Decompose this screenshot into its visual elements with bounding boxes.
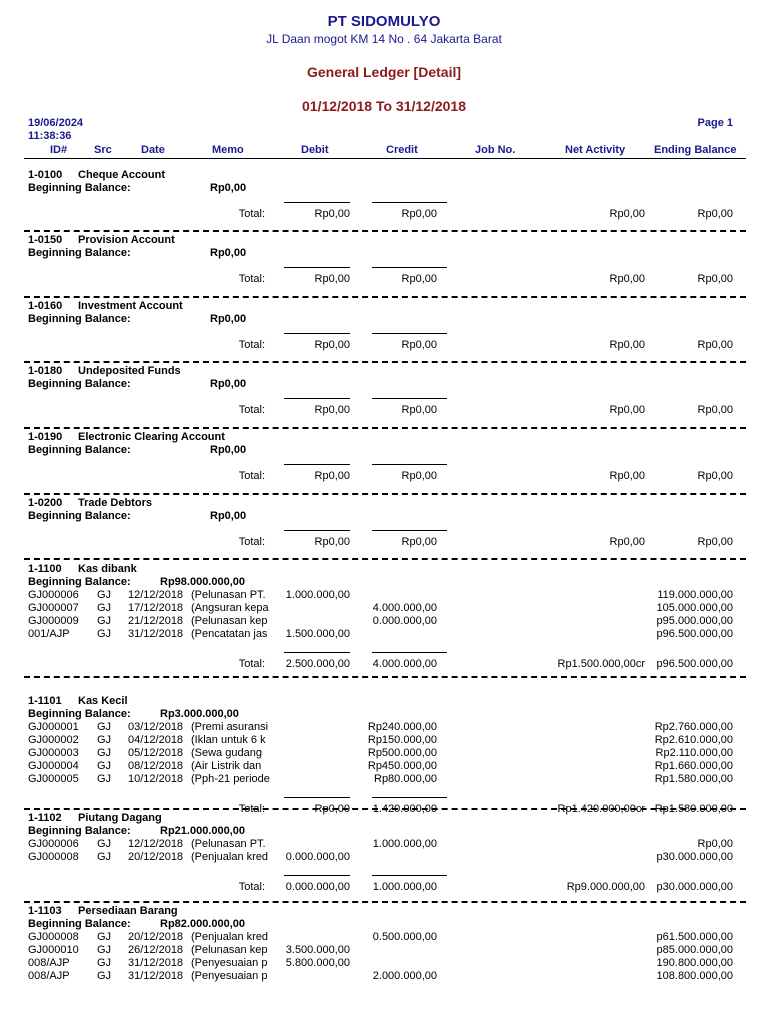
total-debit: Rp0,00: [314, 208, 350, 220]
row-id: GJ000005: [28, 773, 79, 785]
row-date: 31/12/2018: [128, 628, 184, 640]
col-id: ID#: [50, 144, 68, 156]
row-ending: p30.000.000,00: [656, 851, 733, 863]
row-src: GJ: [97, 773, 112, 785]
debit-total-rule: [284, 797, 350, 798]
total-net: Rp0,00: [609, 536, 645, 548]
row-src: GJ: [97, 931, 112, 943]
account-code: 1-0160: [28, 300, 63, 312]
row-date: 03/12/2018: [128, 721, 184, 733]
report-period: 01/12/2018 To 31/12/2018: [302, 98, 466, 114]
row-id: GJ000008: [28, 851, 79, 863]
row-memo: (Iklan untuk 6 k: [191, 734, 266, 746]
total-ending: Rp0,00: [697, 273, 733, 285]
total-net: Rp0,00: [609, 470, 645, 482]
beginning-balance-label: Beginning Balance:: [28, 825, 131, 837]
row-date: 20/12/2018: [128, 931, 184, 943]
row-credit: 0.500.000,00: [372, 931, 437, 943]
row-id: GJ000003: [28, 747, 79, 759]
total-net: Rp1.420.000,00cr: [557, 803, 645, 815]
row-memo: (Sewa gudang: [191, 747, 262, 759]
total-label: Total:: [238, 470, 265, 482]
row-ending: p85.000.000,00: [656, 944, 733, 956]
section-divider: [24, 676, 746, 678]
row-memo: (Pencatatan jas: [191, 628, 268, 640]
section-divider: [24, 361, 746, 363]
row-memo: (Pph-21 periode: [191, 773, 270, 785]
report-title: General Ledger [Detail]: [306, 64, 462, 80]
beginning-balance-value: Rp82.000.000,00: [160, 918, 246, 930]
row-memo: (Penjualan kred: [191, 851, 269, 863]
row-id: GJ000004: [28, 760, 79, 772]
row-id: 001/AJP: [28, 628, 70, 640]
row-id: GJ000002: [28, 734, 79, 746]
section-divider: [24, 901, 746, 903]
row-ending: Rp0,00: [697, 838, 733, 850]
total-ending: Rp1.580.000,00: [654, 803, 733, 815]
debit-total-rule: [284, 875, 350, 876]
row-src: GJ: [97, 970, 112, 982]
total-credit: 1.000.000,00: [372, 881, 437, 893]
section-divider: [24, 493, 746, 495]
row-memo: (Pelunasan kep: [191, 615, 268, 627]
section-divider: [24, 296, 746, 298]
section-divider: [24, 427, 746, 429]
beginning-balance-label: Beginning Balance:: [28, 378, 131, 390]
row-id: GJ000001: [28, 721, 79, 733]
row-credit: 2.000.000,00: [372, 970, 437, 982]
row-src: GJ: [97, 721, 112, 733]
total-debit: Rp0,00: [314, 470, 350, 482]
total-ending: p96.500.000,00: [656, 658, 733, 670]
row-ending: 190.800.000,00: [656, 957, 733, 969]
beginning-balance-value: Rp0,00: [210, 313, 247, 325]
total-label: Total:: [238, 803, 265, 815]
beginning-balance-value: Rp0,00: [210, 182, 247, 194]
section-divider: [24, 558, 746, 560]
beginning-balance-label: Beginning Balance:: [28, 918, 131, 930]
col-net: Net Activity: [565, 144, 626, 156]
row-id: 008/AJP: [28, 970, 70, 982]
beginning-balance-value: Rp3.000.000,00: [160, 708, 239, 720]
credit-total-rule: [372, 202, 447, 203]
total-credit: Rp0,00: [401, 536, 437, 548]
credit-total-rule: [372, 797, 447, 798]
beginning-balance-label: Beginning Balance:: [28, 510, 131, 522]
row-memo: (Penjualan kred: [191, 931, 269, 943]
beginning-balance-label: Beginning Balance:: [28, 247, 131, 259]
row-credit: 0.000.000,00: [372, 615, 437, 627]
beginning-balance-label: Beginning Balance:: [28, 182, 131, 194]
row-src: GJ: [97, 760, 112, 772]
debit-total-rule: [284, 398, 350, 399]
header-divider: [24, 158, 746, 159]
row-memo: (Premi asuransi: [191, 721, 269, 733]
account-name: Investment Account: [78, 300, 183, 312]
row-ending: Rp1.580.000,00: [654, 773, 733, 785]
row-date: 26/12/2018: [128, 944, 184, 956]
debit-total-rule: [284, 464, 350, 465]
col-credit: Credit: [386, 144, 418, 156]
credit-total-rule: [372, 333, 447, 334]
account-name: Kas dibank: [78, 563, 137, 575]
beginning-balance-value: Rp0,00: [210, 247, 247, 259]
total-net: Rp0,00: [609, 208, 645, 220]
total-debit: 0.000.000,00: [285, 881, 350, 893]
total-ending: Rp0,00: [697, 470, 733, 482]
total-ending: Rp0,00: [697, 404, 733, 416]
total-label: Total:: [238, 273, 265, 285]
account-code: 1-0100: [28, 169, 63, 181]
row-memo: (Pelunasan PT.: [191, 838, 266, 850]
row-credit: Rp150.000,00: [367, 734, 437, 746]
row-ending: 105.000.000,00: [656, 602, 733, 614]
total-credit: Rp0,00: [401, 404, 437, 416]
col-memo: Memo: [212, 144, 244, 156]
beginning-balance-value: Rp0,00: [210, 444, 247, 456]
row-id: GJ000006: [28, 838, 79, 850]
beginning-balance-value: Rp0,00: [210, 510, 247, 522]
row-memo: (Air Listrik dan: [191, 760, 262, 772]
row-memo: (Penyesuaian p: [191, 957, 268, 969]
account-code: 1-1103: [28, 905, 62, 917]
total-credit: 4.000.000,00: [372, 658, 437, 670]
total-ending: p30.000.000,00: [656, 881, 733, 893]
row-date: 17/12/2018: [128, 602, 184, 614]
beginning-balance-label: Beginning Balance:: [28, 708, 131, 720]
account-code: 1-0190: [28, 431, 63, 443]
row-date: 12/12/2018: [128, 589, 184, 601]
row-date: 12/12/2018: [128, 838, 184, 850]
beginning-balance-label: Beginning Balance:: [28, 576, 131, 588]
row-ending: 108.800.000,00: [656, 970, 733, 982]
debit-total-rule: [284, 333, 350, 334]
beginning-balance-value: Rp98.000.000,00: [160, 576, 246, 588]
credit-total-rule: [372, 464, 447, 465]
account-name: Piutang Dagang: [78, 812, 162, 824]
total-label: Total:: [238, 536, 265, 548]
account-name: Persediaan Barang: [78, 905, 178, 917]
row-date: 31/12/2018: [128, 970, 184, 982]
row-memo: (Penyesuaian p: [191, 970, 268, 982]
row-credit: 4.000.000,00: [372, 602, 437, 614]
row-date: 10/12/2018: [128, 773, 184, 785]
total-debit: Rp0,00: [314, 803, 350, 815]
row-src: GJ: [97, 838, 112, 850]
debit-total-rule: [284, 202, 350, 203]
row-debit: 0.000.000,00: [285, 851, 350, 863]
total-ending: Rp0,00: [697, 339, 733, 351]
debit-total-rule: [284, 530, 350, 531]
account-name: Trade Debtors: [78, 497, 152, 509]
row-debit: 1.500.000,00: [285, 628, 350, 640]
col-src: Src: [94, 144, 112, 156]
row-ending: p95.000.000,00: [656, 615, 733, 627]
row-date: 21/12/2018: [128, 615, 184, 627]
credit-total-rule: [372, 875, 447, 876]
credit-total-rule: [372, 267, 447, 268]
total-net: Rp1.500.000,00cr: [557, 658, 645, 670]
beginning-balance-label: Beginning Balance:: [28, 444, 131, 456]
page-number: Page 1: [697, 117, 733, 129]
row-date: 04/12/2018: [128, 734, 184, 746]
account-code: 1-0200: [28, 497, 63, 509]
total-label: Total:: [238, 404, 265, 416]
row-src: GJ: [97, 615, 112, 627]
row-src: GJ: [97, 957, 112, 969]
col-debit: Debit: [301, 144, 329, 156]
col-ending: Ending Balance: [654, 144, 737, 156]
credit-total-rule: [372, 530, 447, 531]
row-id: GJ000007: [28, 602, 79, 614]
company-name: PT SIDOMULYO: [327, 13, 441, 30]
credit-total-rule: [372, 652, 447, 653]
account-code: 1-1102: [28, 812, 62, 824]
beginning-balance-label: Beginning Balance:: [28, 313, 131, 325]
row-credit: 1.000.000,00: [372, 838, 437, 850]
beginning-balance-value: Rp0,00: [210, 378, 247, 390]
row-date: 31/12/2018: [128, 957, 184, 969]
section-divider: [24, 808, 746, 810]
row-ending: Rp2.760.000,00: [654, 721, 733, 733]
print-time: 11:38:36: [28, 130, 72, 142]
row-memo: (Pelunasan PT.: [191, 589, 266, 601]
total-net: Rp9.000.000,00: [566, 881, 645, 893]
total-debit: Rp0,00: [314, 404, 350, 416]
row-src: GJ: [97, 851, 112, 863]
total-label: Total:: [238, 658, 265, 670]
row-src: GJ: [97, 602, 112, 614]
col-date: Date: [141, 144, 165, 156]
row-ending: p96.500.000,00: [656, 628, 733, 640]
total-ending: Rp0,00: [697, 208, 733, 220]
total-credit: Rp0,00: [401, 273, 437, 285]
account-name: Electronic Clearing Account: [78, 431, 225, 443]
row-credit: Rp500.000,00: [367, 747, 437, 759]
account-code: 1-1100: [28, 563, 62, 575]
total-credit: Rp0,00: [401, 208, 437, 220]
total-net: Rp0,00: [609, 273, 645, 285]
total-credit: Rp0,00: [401, 470, 437, 482]
row-date: 20/12/2018: [128, 851, 184, 863]
row-date: 08/12/2018: [128, 760, 184, 772]
total-label: Total:: [238, 881, 265, 893]
row-id: 008/AJP: [28, 957, 70, 969]
credit-total-rule: [372, 398, 447, 399]
row-debit: 3.500.000,00: [285, 944, 350, 956]
row-id: GJ000009: [28, 615, 79, 627]
row-memo: (Pelunasan kep: [191, 944, 268, 956]
account-name: Cheque Account: [78, 169, 165, 181]
row-src: GJ: [97, 747, 112, 759]
account-name: Provision Account: [78, 234, 175, 246]
total-net: Rp0,00: [609, 339, 645, 351]
row-src: GJ: [97, 734, 112, 746]
row-src: GJ: [97, 589, 112, 601]
total-debit: 2.500.000,00: [285, 658, 350, 670]
debit-total-rule: [284, 267, 350, 268]
row-debit: 1.000.000,00: [285, 589, 350, 601]
col-job: Job No.: [475, 144, 516, 156]
row-id: GJ000010: [28, 944, 79, 956]
row-ending: Rp1.660.000,00: [654, 760, 733, 772]
row-memo: (Angsuran kepa: [191, 602, 269, 614]
row-ending: Rp2.610.000,00: [654, 734, 733, 746]
total-debit: Rp0,00: [314, 339, 350, 351]
account-name: Undeposited Funds: [78, 365, 181, 377]
account-code: 1-0150: [28, 234, 63, 246]
total-debit: Rp0,00: [314, 536, 350, 548]
total-label: Total:: [238, 208, 265, 220]
account-code: 1-1101: [28, 695, 62, 707]
row-id: GJ000006: [28, 589, 79, 601]
row-date: 05/12/2018: [128, 747, 184, 759]
company-address: JL Daan mogot KM 14 No . 64 Jakarta Barat: [266, 32, 502, 46]
row-id: GJ000008: [28, 931, 79, 943]
total-ending: Rp0,00: [697, 536, 733, 548]
row-credit: Rp450.000,00: [367, 760, 437, 772]
row-ending: 119.000.000,00: [657, 589, 733, 601]
total-net: Rp0,00: [609, 404, 645, 416]
print-date: 19/06/2024: [28, 117, 84, 129]
total-debit: Rp0,00: [314, 273, 350, 285]
account-code: 1-0180: [28, 365, 63, 377]
total-credit: Rp0,00: [401, 339, 437, 351]
debit-total-rule: [284, 652, 350, 653]
section-divider: [24, 230, 746, 232]
row-ending: Rp2.110.000,00: [655, 747, 733, 759]
row-debit: 5.800.000,00: [285, 957, 350, 969]
total-label: Total:: [238, 339, 265, 351]
account-name: Kas Kecil: [78, 695, 128, 707]
row-credit: Rp240.000,00: [367, 721, 437, 733]
total-credit: 1.420.000,00: [372, 803, 437, 815]
row-credit: Rp80.000,00: [374, 773, 437, 785]
row-ending: p61.500.000,00: [656, 931, 733, 943]
beginning-balance-value: Rp21.000.000,00: [160, 825, 246, 837]
row-src: GJ: [97, 628, 112, 640]
row-src: GJ: [97, 944, 112, 956]
